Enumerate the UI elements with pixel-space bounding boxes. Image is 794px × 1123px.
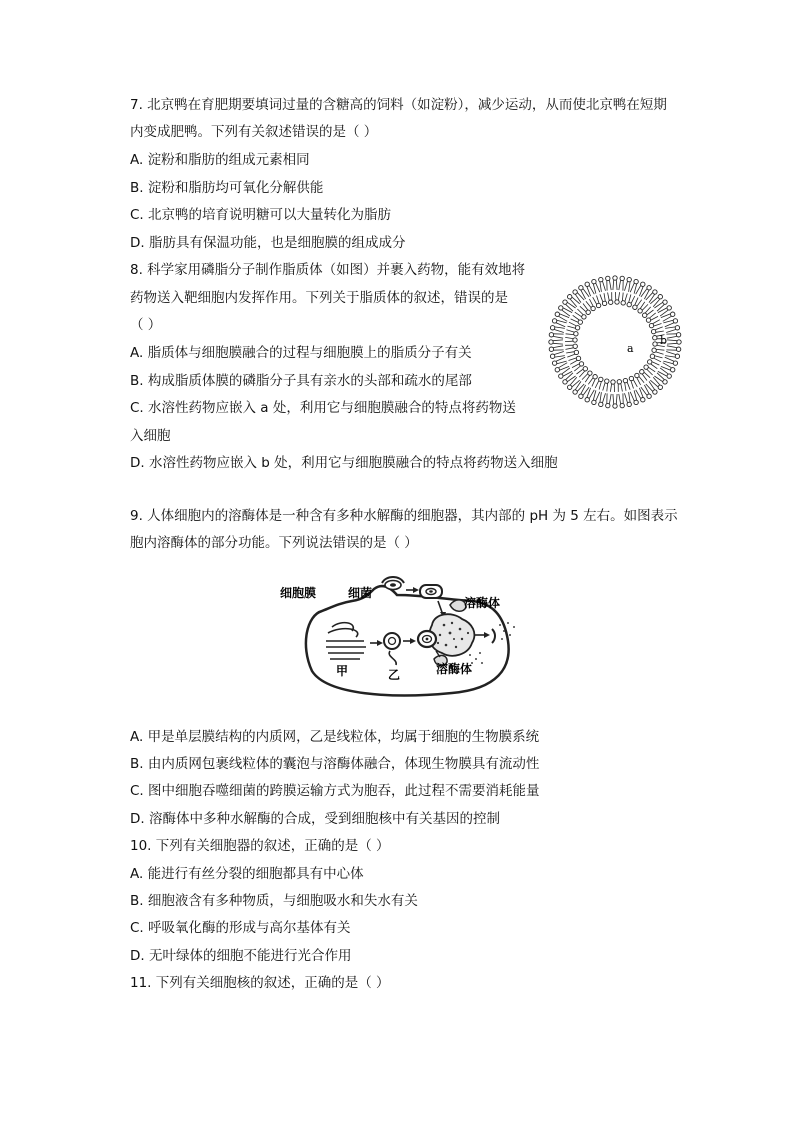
phospholipid-head <box>676 347 680 351</box>
phospholipid-tail <box>575 312 582 317</box>
phospholipid-tail <box>667 343 677 344</box>
phospholipid-tail <box>634 390 637 400</box>
phospholipid-head <box>573 344 577 348</box>
phospholipid-head <box>620 276 624 280</box>
phospholipid-head <box>599 402 603 406</box>
phospholipid-tail <box>597 296 600 304</box>
label-b: b <box>660 334 668 347</box>
q7-option-a: A. 淀粉和脂肪的组成元素相同 <box>130 152 310 168</box>
phagosome-icon <box>420 585 442 598</box>
phospholipid-head <box>606 276 610 280</box>
phospholipid-tail <box>592 379 595 386</box>
phospholipid-head <box>573 338 577 342</box>
bacteria-icon <box>382 577 404 590</box>
mitochondrion-vesicle-icon <box>384 633 400 665</box>
phospholipid-tail <box>582 374 588 380</box>
phospholipid-head <box>641 398 645 402</box>
phospholipid-tail <box>585 376 590 383</box>
phospholipid-tail <box>629 282 631 292</box>
phospholipid-tail <box>654 324 662 327</box>
phospholipid-head <box>563 300 567 304</box>
phospholipid-tail <box>625 294 627 302</box>
phospholipid-tail <box>568 326 576 328</box>
phospholipid-tail <box>630 392 634 401</box>
phospholipid-tail <box>593 390 596 400</box>
phospholipid-head <box>653 290 657 294</box>
phospholipid-head <box>635 373 639 377</box>
phospholipid-tail <box>655 356 663 358</box>
phospholipid-head <box>582 315 586 319</box>
phospholipid-tail <box>600 294 603 302</box>
q10-option-d: D. 无叶绿体的细胞不能进行光合作用 <box>130 948 352 964</box>
phospholipid-tail <box>650 313 656 318</box>
phospholipid-tail <box>610 384 611 392</box>
phospholipid-head <box>605 379 609 383</box>
phospholipid-tail <box>665 356 675 358</box>
phospholipid-tail <box>588 378 593 385</box>
label-cell-membrane: 细胞膜 <box>280 586 317 600</box>
phospholipid-tail <box>565 337 573 338</box>
phospholipid-tail <box>618 292 619 300</box>
phospholipid-tail <box>654 358 661 362</box>
phospholipid-tail <box>553 346 563 348</box>
phospholipid-tail <box>655 327 663 330</box>
phospholipid-tail <box>651 316 658 320</box>
phospholipid-tail <box>559 316 568 321</box>
phospholipid-tail <box>616 394 617 404</box>
q9-option-c: C. 图中细胞吞噬细菌的跨膜运输方式为胞吞，此过程不需要消耗能量 <box>130 783 540 799</box>
q7-stem-line1: 7. 北京鸭在育肥期要填词过量的含糖高的饲料（如淀粉），减少运动，从而使北京鸭在短期 <box>130 97 667 113</box>
phospholipid-head <box>641 282 645 286</box>
phospholipid-tail <box>569 358 577 361</box>
label-bacteria: 细菌 <box>348 586 373 600</box>
phospholipid-head <box>671 312 675 316</box>
phospholipid-head <box>658 295 662 299</box>
phospholipid-tail <box>593 297 597 304</box>
label-lysosome-bottom: 溶酶体 <box>436 662 473 676</box>
q8-stem-line1: 8. 科学家用磷脂分子制作脂质体（如图）并裹入药物，能有效地将 <box>130 262 526 278</box>
liposome-figure <box>547 268 683 416</box>
phospholipid-head <box>629 376 633 380</box>
phospholipid-head <box>563 380 567 384</box>
phospholipid-tail <box>647 310 654 315</box>
phospholipid-tail <box>603 281 606 291</box>
phospholipid-tail <box>608 293 610 301</box>
phospholipid-tail <box>577 369 584 374</box>
phospholipid-tail <box>625 281 628 291</box>
phospholipid-head <box>643 313 647 317</box>
phospholipid-tail <box>603 393 606 403</box>
phospholipid-head <box>591 306 595 310</box>
endoplasmic-reticulum-icon <box>326 623 366 659</box>
phospholipid-tail <box>556 323 565 327</box>
q8-stem-line3: （ ） <box>130 317 162 333</box>
phospholipid-head <box>623 378 627 382</box>
phospholipid-head <box>613 276 617 280</box>
phospholipid-tail <box>634 284 637 294</box>
phospholipid-tail <box>596 392 600 401</box>
phospholipid-tail <box>574 366 580 371</box>
phospholipid-head <box>663 380 667 384</box>
phospholipid-head <box>667 374 671 378</box>
phospholipid-head <box>599 277 603 281</box>
phospholipid-tail <box>599 382 601 390</box>
lysosome-figure <box>272 563 522 701</box>
phospholipid-tail <box>583 304 588 311</box>
phospholipid-tail <box>554 330 564 333</box>
phospholipid-head <box>585 282 589 286</box>
phospholipid-head <box>574 332 578 336</box>
phospholipid-tail <box>642 304 648 310</box>
phospholipid-tail <box>631 296 635 303</box>
phospholipid-tail <box>555 327 565 329</box>
phospholipid-head <box>559 306 563 310</box>
phospholipid-tail <box>619 394 621 404</box>
phospholipid-tail <box>580 306 586 311</box>
q8-option-d: D. 水溶性药物应嵌入 b 处，利用它与细胞膜融合的特点将药物送入细胞 <box>130 455 558 471</box>
phospholipid-head <box>675 354 679 358</box>
phospholipid-head <box>609 300 613 304</box>
phospholipid-tail <box>566 334 574 335</box>
phospholipid-tail <box>619 280 621 290</box>
q8-option-a: A. 脂质体与细胞膜融合的过程与细胞膜上的脂质分子有关 <box>130 345 472 361</box>
phospholipid-head <box>658 385 662 389</box>
phospholipid-head <box>677 340 681 344</box>
phospholipid-tail <box>553 336 563 338</box>
phospholipid-head <box>647 394 651 398</box>
q10-option-a: A. 能进行有丝分裂的细胞都具有中心体 <box>130 866 364 882</box>
phospholipid-tail <box>600 282 602 292</box>
phospholipid-tail <box>652 362 659 365</box>
phospholipid-tail <box>595 381 599 388</box>
phospholipid-head <box>596 303 600 307</box>
phospholipid-tail <box>666 330 676 333</box>
phospholipid-tail <box>633 380 637 387</box>
phospholipid-head <box>640 370 644 374</box>
phospholipid-tail <box>637 378 641 385</box>
phospholipid-tail <box>577 309 583 315</box>
q10-option-b: B. 细胞液含有多种物质，与细胞吸水和失水有关 <box>130 893 418 909</box>
phospholipid-head <box>627 302 631 306</box>
phospholipid-tail <box>566 348 574 350</box>
phospholipid-tail <box>607 383 608 391</box>
phospholipid-tail <box>663 316 672 321</box>
phospholipid-head <box>651 329 655 333</box>
phospholipid-tail <box>559 363 568 368</box>
phospholipid-head <box>585 398 589 402</box>
phospholipid-tail <box>627 382 630 390</box>
phospholipid-tail <box>663 361 673 364</box>
phospholipid-tail <box>665 327 675 329</box>
phospholipid-tail <box>642 374 647 381</box>
phospholipid-tail <box>567 354 575 357</box>
phospholipid-tail <box>609 394 611 404</box>
phospholipid-head <box>578 320 582 324</box>
phospholipid-head <box>599 377 603 381</box>
phospholipid-tail <box>573 315 580 320</box>
autophagosome-icon <box>418 631 436 647</box>
phospholipid-tail <box>639 377 644 383</box>
q9-stem-line1: 9. 人体细胞内的溶酶体是一种含有多种水解酶的细胞器，其内部的 pH 为 5 左右。如图表示 <box>130 508 678 524</box>
phospholipid-head <box>579 362 583 366</box>
phospholipid-head <box>576 356 580 360</box>
phospholipid-tail <box>665 357 674 361</box>
phospholipid-tail <box>613 280 614 290</box>
phospholipid-head <box>549 340 553 344</box>
phospholipid-head <box>633 305 637 309</box>
phospholipid-head <box>638 309 642 313</box>
phospholipid-tail <box>656 352 664 354</box>
phospholipid-tail <box>593 284 596 294</box>
phospholipid-tail <box>566 352 574 353</box>
q10-stem: 10. 下列有关细胞器的叙述，正确的是（ ） <box>130 838 390 854</box>
phospholipid-tail <box>572 364 579 368</box>
phospholipid-tail <box>589 286 594 295</box>
phospholipid-tail <box>589 390 594 399</box>
q7-option-d: D. 脂肪具有保温功能，也是细胞膜的组成成分 <box>130 235 406 251</box>
phospholipid-tail <box>635 298 638 305</box>
phospholipid-tail <box>647 369 653 375</box>
phospholipid-head <box>579 394 583 398</box>
label-jia: 甲 <box>336 664 349 678</box>
phospholipid-tail <box>616 280 617 290</box>
phospholipid-tail <box>640 302 645 309</box>
q9-stem-line2: 胞内溶酶体的部分功能。下列说法错误的是（ ） <box>130 535 418 551</box>
phospholipid-tail <box>555 356 565 358</box>
q8-option-b: B. 构成脂质体膜的磷脂分子具有亲水的头部和疏水的尾部 <box>130 373 472 389</box>
phospholipid-tail <box>553 343 563 344</box>
q7-option-c: C. 北京鸭的培育说明糖可以大量转化为脂肪 <box>130 207 392 223</box>
phospholipid-tail <box>625 383 626 391</box>
phospholipid-tail <box>656 331 664 332</box>
q7-option-b: B. 淀粉和脂肪均可氧化分解供能 <box>130 180 324 196</box>
q9-option-a: A. 甲是单层膜结构的内质网，乙是线粒体，均属于细胞的生物膜系统 <box>130 729 540 745</box>
phospholipid-head <box>627 277 631 281</box>
q8-option-c-line1: C. 水溶性药物应嵌入 a 处，利用它与细胞膜融合的特点将药物送 <box>130 400 516 416</box>
phospholipid-tail <box>649 367 656 372</box>
phospholipid-head <box>573 290 577 294</box>
q8-stem-line2: 药物送入靶细胞内发挥作用。下列关于脂质体的叙述，错误的是 <box>130 290 508 306</box>
phospholipid-head <box>671 368 675 372</box>
phospholipid-tail <box>636 390 641 399</box>
q10-option-c: C. 呼吸氧化酶的形成与高尔基体有关 <box>130 920 351 936</box>
phospholipid-head <box>647 286 651 290</box>
phospholipid-tail <box>667 336 677 338</box>
phospholipid-tail <box>651 364 658 369</box>
phospholipid-head <box>568 295 572 299</box>
phospholipid-head <box>644 365 648 369</box>
phospholipid-tail <box>556 357 565 361</box>
phospholipid-head <box>621 301 625 305</box>
phospholipid-head <box>579 286 583 290</box>
phospholipid-tail <box>567 330 575 332</box>
phospholipid-head <box>646 318 650 322</box>
phospholipid-tail <box>645 307 650 313</box>
phospholipid-head <box>649 323 653 327</box>
phospholipid-tail <box>656 349 664 350</box>
phospholipid-tail <box>622 293 623 301</box>
phospholipid-tail <box>589 299 593 306</box>
phospholipid-head <box>606 403 610 407</box>
phospholipid-head <box>650 354 654 358</box>
phospholipid-head <box>574 350 578 354</box>
phospholipid-tail <box>557 361 567 364</box>
phospholipid-tail <box>663 320 673 323</box>
phospholipid-head <box>653 390 657 394</box>
label-a: a <box>627 342 634 355</box>
phospholipid-tail <box>557 320 567 323</box>
phospholipid-head <box>586 310 590 314</box>
phospholipid-tail <box>603 383 605 391</box>
phospholipid-head <box>588 371 592 375</box>
phospholipid-tail <box>609 280 611 290</box>
phospholipid-tail <box>653 320 660 324</box>
phospholipid-head <box>620 403 624 407</box>
phospholipid-tail <box>571 319 578 322</box>
phospholipid-tail <box>596 283 600 292</box>
q9-option-b: B. 由内质网包裹线粒体的囊泡与溶酶体融合，体现生物膜具有流动性 <box>130 756 540 772</box>
phospholipid-tail <box>636 286 641 295</box>
phospholipid-head <box>573 390 577 394</box>
phospholipid-head <box>602 301 606 305</box>
phospholipid-head <box>617 380 621 384</box>
phospholipid-head <box>653 336 657 340</box>
phospholipid-tail <box>629 392 631 402</box>
phospholipid-tail <box>586 301 591 307</box>
phospholipid-head <box>611 380 615 384</box>
q7-stem-line2: 内变成肥鸭。下列有关叙述错误的是（ ） <box>130 124 378 140</box>
liposome-inner-layer <box>565 292 668 392</box>
phospholipid-head <box>575 326 579 330</box>
phospholipid-tail <box>666 352 676 355</box>
phospholipid-tail <box>600 392 602 402</box>
phospholipid-tail <box>569 322 576 326</box>
phospholipid-tail <box>570 360 577 364</box>
phospholipid-tail <box>553 340 563 341</box>
q8-option-c-line2: 入细胞 <box>130 428 171 444</box>
phospholipid-tail <box>665 323 674 327</box>
phospholipid-tail <box>631 381 634 389</box>
phospholipid-head <box>568 385 572 389</box>
phospholipid-head <box>667 306 671 310</box>
phospholipid-tail <box>667 340 677 341</box>
phospholipid-tail <box>629 295 631 303</box>
phospholipid-head <box>549 333 553 337</box>
phospholipid-tail <box>621 384 623 392</box>
phospholipid-tail <box>613 394 614 404</box>
phospholipid-head <box>675 326 679 330</box>
q11-stem: 11. 下列有关细胞核的叙述，正确的是（ ） <box>130 975 390 991</box>
phospholipid-tail <box>604 293 605 301</box>
q9-option-d: D. 溶酶体中多种水解酶的合成，受到细胞核中有关基因的控制 <box>130 811 500 827</box>
phospholipid-tail <box>637 300 642 307</box>
phospholipid-head <box>549 347 553 351</box>
phospholipid-head <box>550 326 554 330</box>
phospholipid-head <box>559 374 563 378</box>
phospholipid-head <box>653 342 657 346</box>
phospholipid-tail <box>644 372 650 377</box>
phospholipid-tail <box>579 371 584 377</box>
phospholipid-tail <box>554 352 564 355</box>
phospholipid-head <box>648 360 652 364</box>
label-lysosome-top: 溶酶体 <box>464 596 501 610</box>
phospholipid-head <box>652 348 656 352</box>
phospholipid-head <box>583 367 587 371</box>
phospholipid-tail <box>663 363 672 368</box>
phospholipid-head <box>593 375 597 379</box>
phospholipid-tail <box>667 346 677 348</box>
phospholipid-tail <box>625 393 628 403</box>
phospholipid-head <box>613 404 617 408</box>
phospholipid-head <box>615 300 619 304</box>
phospholipid-head <box>627 402 631 406</box>
phospholipid-head <box>550 354 554 358</box>
phospholipid-head <box>676 333 680 337</box>
phospholipid-head <box>555 368 559 372</box>
phospholipid-head <box>663 300 667 304</box>
phospholipid-tail <box>630 283 634 292</box>
phospholipid-head <box>555 312 559 316</box>
label-yi: 乙 <box>388 668 401 682</box>
